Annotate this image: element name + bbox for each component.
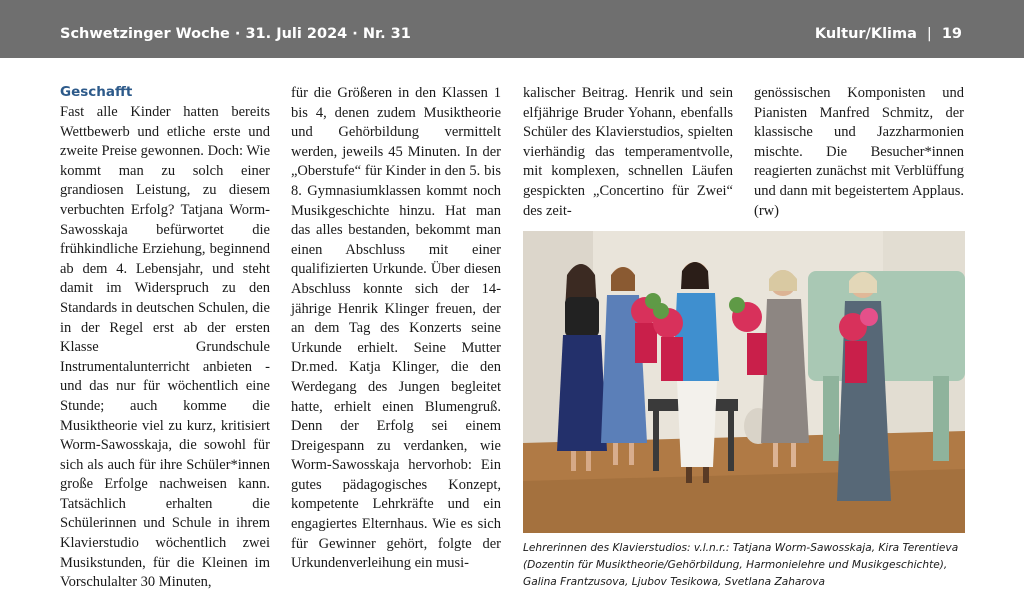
page-header [0, 0, 1024, 58]
section-page [815, 26, 962, 42]
photo-illustration [523, 231, 965, 533]
article-column-1 [60, 84, 270, 593]
section-label: Kultur/Klima [814, 26, 917, 42]
group-photo [523, 231, 965, 533]
column-3-text: kalischer Beitrag. Henrik und sein elfjährige Bruder Yohann, ebenfalls Schüler des Klavierstudios, spielten vierhändig das temperamentvolle, mit komplexen, schnellen Läufen gespickten „Concertino für Zwei“ des zeit- [523, 85, 733, 219]
column-1-text: Fast alle Kinder hatten bereits Wettbewerb und etliche erste und zweite Preise gewonnen. Doch: Wie kommt man zu solch einer grandiosen Leistung, zu diesem verbuchten Erfolg? Tatjana Worm-Sawosskaja befürwortet die frühkindliche Erziehung, beginnend ab dem 4. Lebensjahr, und steht damit im Widerspruch zu den Standards in deutschen Schulen, die in der Regel erst ab der ersten Klasse Grundschule Instrumentalunterricht anbieten - und das nur für wöchentlich eine Stunde; auch komme die Musiktheorie viel zu kurz, kritisiert Worm-Sawosskaja, die sowohl für sich als auch für ihre Schüler*innen große Erfolge nachweisen kann. Tatsächlich erhalten die Schülerinnen und Schule in ihrem Klavierstudio wöchentlich zwei Musikstunden, für die Kleinen im Vorschulalter 30 Minuten, [60, 104, 270, 591]
publication-line: Schwetzinger Woche · 31. Juli 2024 · Nr. 31 [60, 26, 411, 42]
page-number: 19 [941, 26, 962, 42]
photo-caption: Lehrerinnen des Klavierstudios: v.l.n.r.: Tatjana Worm-Sawosskaja, Kira Terentieva (Dozentin für Musiktheorie/Gehörbildung, Harmonielehre und Musikgeschichte), Galina Frantzusova, Ljubov Tesikowa, Svetlana Zaharova [523, 542, 959, 588]
article-column-3 [523, 84, 733, 221]
header-separator: | [926, 26, 932, 42]
column-2-text: für die Größeren in den Klassen 1 bis 4, denen zudem Musiktheorie und Gehörbildung vermittelt werden, jeweils 45 Minuten. In der „Oberstufe“ für Kinder in den 5. bis 8. Gymnasiumklassen kommt noch Musikgeschichte hinzu. Hat man das alles bestanden, bekommt man einen Abschluss mit einer qualifizierten Urkunde. Über diesen Abschluss konnte sich der 14-jährige Henrik Klinger freuen, der an dem Tag des Konzerts seine Urkunde erhielt. Seine Mutter Dr.med. Katja Klinger, die den Werdegang des Jungen begleitet hatte, erhielt einen Blumengruß. Denn der Erfolg sei einem Dreigespann zu verdanken, wie Worm-Sawosskaja hervorhob: Ein gutes pädagogisches Konzept, kompetente Lehrkräfte und ein engagiertes Elternhaus. Wie es sich für Gewinner gehört, folgte der Urkundenverleihung ein musi- [291, 85, 501, 572]
column-4-text: genössischen Komponisten und Pianisten Manfred Schmitz, der klassische und Jazzharmonien mischte. Die Besucher*innen reagierten zunächst mit Verblüffung und dann mit begeistertem Applaus. (rw) [754, 85, 964, 219]
article-column-2 [291, 84, 501, 574]
article-heading: Geschafft [60, 84, 133, 100]
article-column-4 [754, 84, 964, 221]
